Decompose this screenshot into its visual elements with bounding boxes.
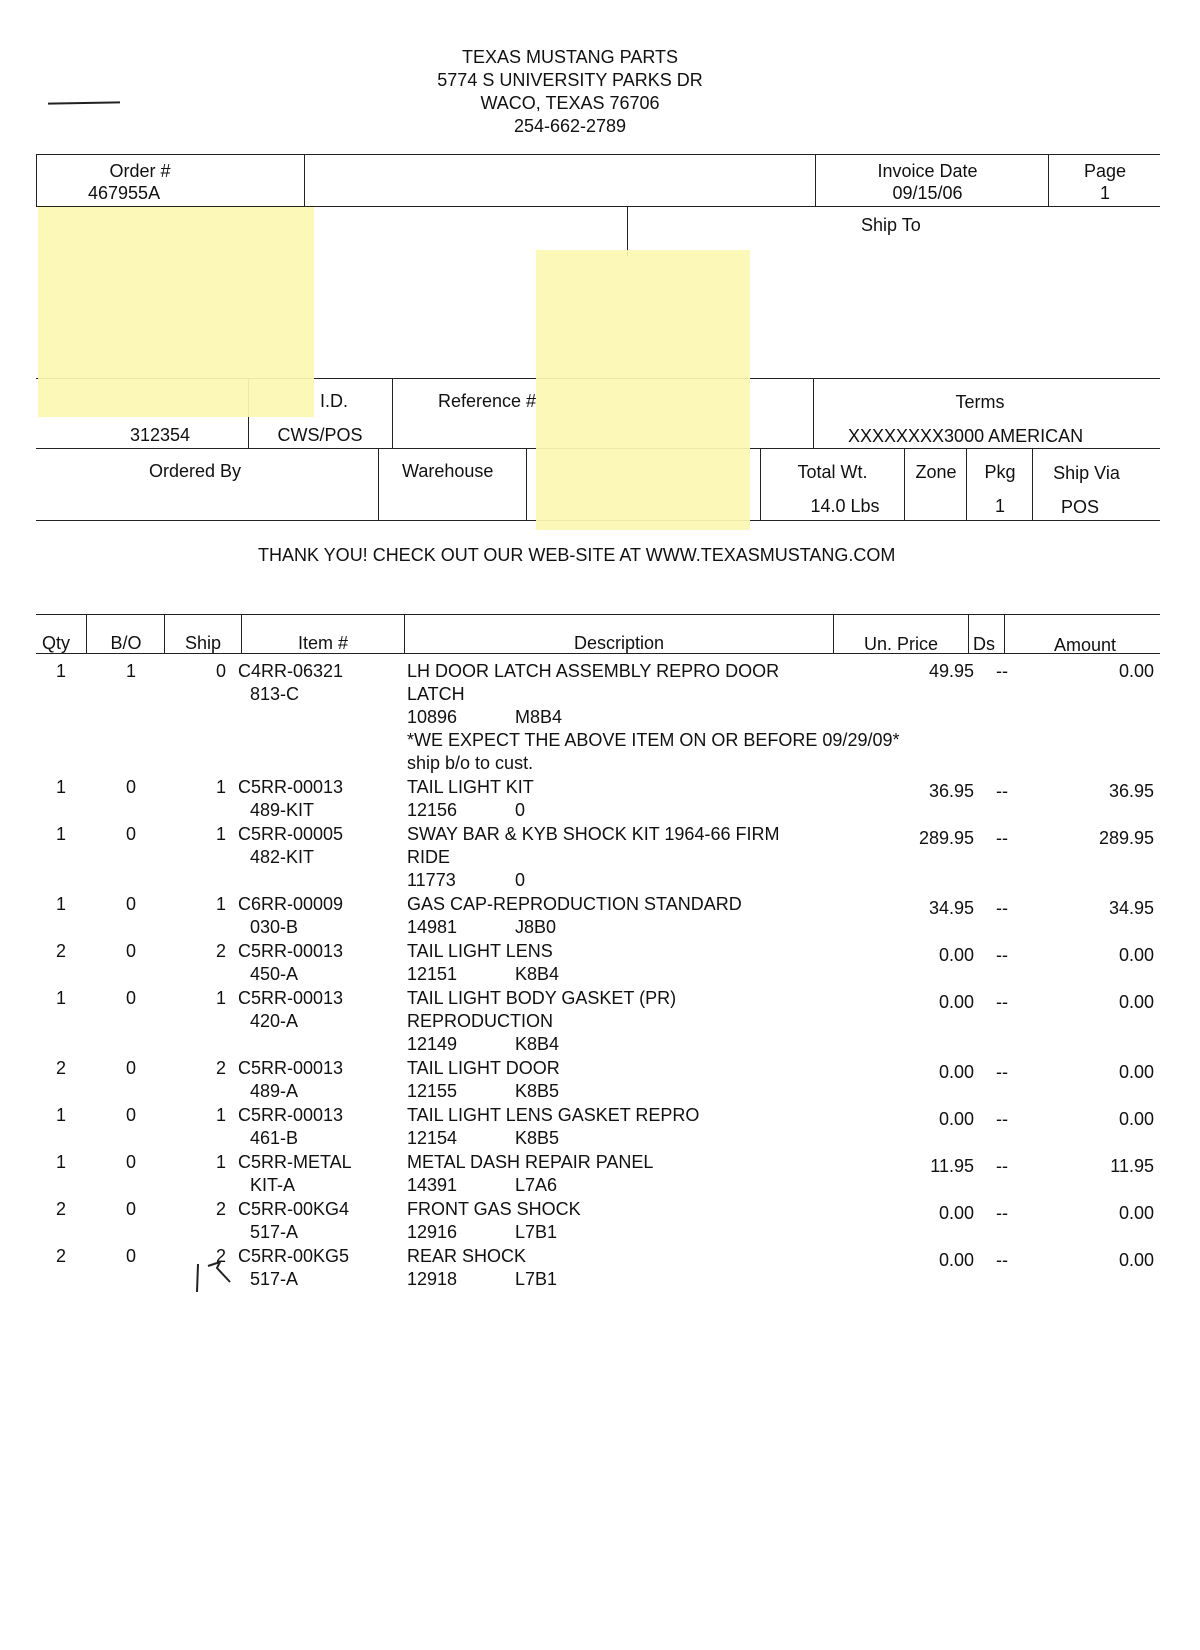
row-item-number: C5RR-00KG4 [238, 1199, 350, 1219]
row-qty: 1 [55, 661, 66, 681]
row-unit-price: 11.95 [930, 1156, 974, 1176]
rule [304, 154, 305, 206]
row-amount: 0.00 [1118, 1109, 1154, 1129]
row-item-number: C5RR-00013 [238, 1058, 344, 1078]
pen-mark [48, 101, 120, 104]
row-description-line: SWAY BAR & KYB SHOCK KIT 1964-66 FIRM [407, 824, 780, 844]
row-ship: 1 [215, 894, 226, 914]
rule [378, 448, 379, 520]
row-item-number: C5RR-00005 [238, 824, 344, 844]
rule [404, 614, 405, 653]
id-label: I.D. [320, 391, 349, 411]
row-qty: 2 [55, 941, 66, 961]
row-item-number: C5RR-00013 [238, 988, 344, 1008]
rule [526, 448, 527, 520]
redaction-note [38, 207, 314, 417]
row-unit-price: 36.95 [928, 781, 974, 801]
row-description-line: K8B4 [515, 964, 560, 984]
row-item-number: C5RR-00013 [238, 941, 344, 961]
row-qty: 1 [55, 777, 66, 797]
col-description: Description [573, 633, 665, 653]
row-amount: 0.00 [1118, 1062, 1154, 1082]
row-bo: 0 [125, 1058, 136, 1078]
rule [392, 378, 393, 448]
row-unit-price: 0.00 [938, 1250, 974, 1270]
warehouse-label: Warehouse [402, 461, 494, 481]
row-amount: 0.00 [1118, 945, 1154, 965]
row-description-line: TAIL LIGHT DOOR [407, 1058, 560, 1078]
row-description-line: FRONT GAS SHOCK [407, 1199, 581, 1219]
order-label: Order # [109, 161, 171, 181]
row-description-line: GAS CAP-REPRODUCTION STANDARD [407, 894, 742, 914]
row-description-line: 12151 [407, 964, 458, 984]
row-item-number: C5RR-00KG5 [238, 1246, 350, 1266]
page-label: Page [1083, 161, 1127, 181]
row-ds: -- [996, 898, 1008, 918]
row-ship: 2 [215, 941, 226, 961]
row-description-line: 14981 [407, 917, 458, 937]
row-item-suffix: 450-A [250, 964, 299, 984]
rule [833, 614, 834, 653]
row-description-line: *WE EXPECT THE ABOVE ITEM ON OR BEFORE 09/29/09* [407, 730, 900, 750]
row-item-suffix: 517-A [250, 1222, 299, 1242]
row-amount: 11.95 [1110, 1156, 1154, 1176]
row-description-line: 0 [515, 800, 526, 820]
thank-you-message: THANK YOU! CHECK OUT OUR WEB-SITE AT WWW.TEXASMUSTANG.COM [258, 545, 896, 565]
row-item-suffix: 030-B [250, 917, 299, 937]
col-bo: B/O [110, 633, 142, 653]
row-ship: 1 [215, 824, 226, 844]
row-bo: 0 [125, 1152, 136, 1172]
row-unit-price: 0.00 [938, 1062, 974, 1082]
row-ship: 1 [215, 1152, 226, 1172]
row-description-line: 0 [515, 870, 526, 890]
row-ship: 1 [215, 1105, 226, 1125]
row-bo: 0 [125, 824, 136, 844]
invoice-date-label: Invoice Date [877, 161, 978, 181]
rule [36, 614, 1160, 615]
row-item-suffix: 489-A [250, 1081, 299, 1101]
ordered-by-label: Ordered By [148, 461, 242, 481]
row-item-suffix: 813-C [250, 684, 300, 704]
row-description-line: L7B1 [515, 1269, 558, 1289]
pkg-value: 1 [994, 496, 1005, 516]
row-unit-price: 49.95 [928, 661, 974, 681]
row-description-line: 14391 [407, 1175, 458, 1195]
ship-to-label: Ship To [861, 215, 921, 235]
rule [815, 154, 816, 206]
row-description-line: RIDE [407, 847, 451, 867]
row-ds: -- [996, 781, 1008, 801]
rule [813, 378, 814, 448]
customer-number: 312354 [129, 425, 191, 445]
row-qty: 2 [55, 1058, 66, 1078]
col-price: Un. Price [863, 634, 939, 654]
row-description-line: L7B1 [515, 1222, 558, 1242]
row-description-line: 11773 [407, 870, 456, 890]
row-unit-price: 0.00 [938, 945, 974, 965]
rule [968, 614, 969, 653]
row-ship: 1 [215, 777, 226, 797]
row-description-line: K8B5 [515, 1128, 560, 1148]
row-qty: 1 [55, 824, 66, 844]
row-item-suffix: 482-KIT [250, 847, 315, 867]
row-description-line: METAL DASH REPAIR PANEL [407, 1152, 654, 1172]
row-description-line: TAIL LIGHT LENS [407, 941, 553, 961]
row-qty: 1 [55, 1152, 66, 1172]
row-description-line: K8B4 [515, 1034, 560, 1054]
row-ship: 2 [215, 1199, 226, 1219]
row-description-line: 12156 [407, 800, 458, 820]
col-ds: Ds [973, 634, 995, 654]
row-description-line: 12154 [407, 1128, 458, 1148]
rule [1004, 614, 1005, 653]
rule [760, 448, 761, 520]
row-description-line: 12916 [407, 1222, 458, 1242]
row-item-number: C5RR-METAL [238, 1152, 352, 1172]
rule [627, 206, 628, 256]
row-qty: 2 [55, 1246, 66, 1266]
row-amount: 0.00 [1118, 992, 1154, 1012]
row-ds: -- [996, 945, 1008, 965]
row-amount: 289.95 [1098, 828, 1154, 848]
row-bo: 0 [125, 1199, 136, 1219]
rule [1048, 154, 1049, 206]
row-ship: 2 [215, 1058, 226, 1078]
row-description-line: LATCH [407, 684, 465, 704]
row-ds: -- [996, 828, 1008, 848]
row-item-suffix: 420-A [250, 1011, 299, 1031]
row-unit-price: 0.00 [938, 1203, 974, 1223]
row-description-line: 12149 [407, 1034, 458, 1054]
row-description-line: TAIL LIGHT LENS GASKET REPRO [407, 1105, 700, 1125]
reference-label: Reference # [438, 391, 537, 411]
total-wt-label: Total Wt. [797, 462, 868, 482]
row-bo: 0 [125, 894, 136, 914]
zone-label: Zone [915, 462, 957, 482]
rule [241, 614, 242, 653]
rule [1032, 448, 1033, 520]
row-unit-price: 0.00 [938, 992, 974, 1012]
terms-label: Terms [955, 392, 1005, 412]
row-ds: -- [996, 661, 1008, 681]
row-amount: 0.00 [1118, 661, 1154, 681]
row-ds: -- [996, 1109, 1008, 1129]
row-description-line: TAIL LIGHT BODY GASKET (PR) [407, 988, 677, 1008]
row-description-line: L7A6 [515, 1175, 558, 1195]
row-ship: 0 [215, 661, 226, 681]
row-description-line: LH DOOR LATCH ASSEMBLY REPRO DOOR [407, 661, 780, 681]
id-value: CWS/POS [277, 425, 363, 445]
row-ship: 2 [215, 1246, 226, 1266]
company-phone: 254-662-2789 [513, 116, 627, 136]
row-bo: 0 [125, 1105, 136, 1125]
invoice-date: 09/15/06 [892, 183, 963, 203]
order-number: 467955A [88, 183, 161, 203]
row-qty: 1 [55, 894, 66, 914]
row-bo: 0 [125, 777, 136, 797]
row-item-suffix: 461-B [250, 1128, 299, 1148]
col-amount: Amount [1053, 635, 1117, 655]
col-qty: Qty [42, 633, 71, 653]
row-ds: -- [996, 1156, 1008, 1176]
redaction-note [536, 250, 750, 530]
rule [164, 614, 165, 653]
row-item-suffix: KIT-A [250, 1175, 296, 1195]
page-number: 1 [1099, 183, 1110, 203]
rule [86, 614, 87, 653]
col-ship: Ship [184, 633, 222, 653]
row-description-line: J8B0 [515, 917, 557, 937]
row-ds: -- [996, 992, 1008, 1012]
col-item: Item # [297, 633, 349, 653]
row-qty: 1 [55, 988, 66, 1008]
row-bo: 0 [125, 1246, 136, 1266]
row-bo: 1 [125, 661, 136, 681]
row-description-line: ship b/o to cust. [407, 753, 534, 773]
ship-via-value: POS [1060, 497, 1099, 517]
row-description-line: 10896 [407, 707, 458, 727]
row-amount: 0.00 [1118, 1203, 1154, 1223]
row-description-line: REPRODUCTION [407, 1011, 554, 1031]
rule [966, 448, 967, 520]
total-wt: 14.0 Lbs [810, 496, 880, 516]
row-description-line: REAR SHOCK [407, 1246, 527, 1266]
row-description-line: K8B5 [515, 1081, 560, 1101]
company-name: TEXAS MUSTANG PARTS [461, 47, 679, 67]
row-ds: -- [996, 1250, 1008, 1270]
row-unit-price: 34.95 [928, 898, 974, 918]
row-qty: 2 [55, 1199, 66, 1219]
pkg-label: Pkg [984, 462, 1016, 482]
row-description-line: TAIL LIGHT KIT [407, 777, 534, 797]
row-description-line: 12918 [407, 1269, 458, 1289]
row-qty: 1 [55, 1105, 66, 1125]
row-amount: 34.95 [1108, 898, 1154, 918]
row-item-number: C5RR-00013 [238, 777, 344, 797]
row-bo: 0 [125, 988, 136, 1008]
row-item-number: C6RR-00009 [238, 894, 344, 914]
ship-via-label: Ship Via [1053, 463, 1120, 483]
handwritten-check-mark [190, 1258, 240, 1308]
row-ship: 1 [215, 988, 226, 1008]
row-ds: -- [996, 1203, 1008, 1223]
rule [36, 154, 1160, 155]
company-city: WACO, TEXAS 76706 [480, 93, 660, 113]
row-item-suffix: 517-A [250, 1269, 299, 1289]
row-unit-price: 289.95 [918, 828, 974, 848]
company-header [380, 46, 760, 138]
row-unit-price: 0.00 [938, 1109, 974, 1129]
row-item-suffix: 489-KIT [250, 800, 315, 820]
row-description-line: 12155 [407, 1081, 458, 1101]
terms-value: XXXXXXXX3000 AMERICAN [848, 426, 1084, 446]
rule [36, 154, 37, 206]
row-item-number: C4RR-06321 [238, 661, 344, 681]
row-amount: 36.95 [1108, 781, 1154, 801]
company-address: 5774 S UNIVERSITY PARKS DR [437, 70, 703, 90]
row-description-line: M8B4 [515, 707, 563, 727]
row-ds: -- [996, 1062, 1008, 1082]
row-item-number: C5RR-00013 [238, 1105, 344, 1125]
row-amount: 0.00 [1118, 1250, 1154, 1270]
row-bo: 0 [125, 941, 136, 961]
